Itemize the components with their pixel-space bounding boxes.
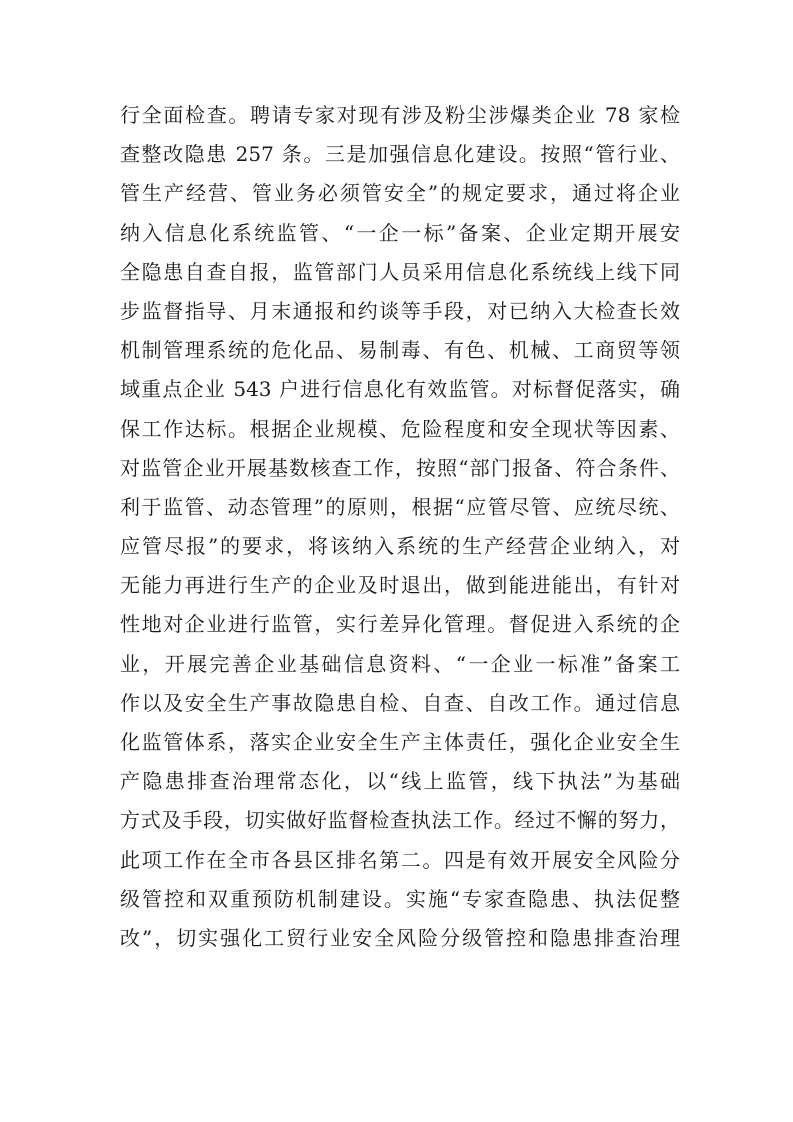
text-line-14: 性地对企业进行监管，实行差异化管理。督促进入系统的企	[120, 612, 680, 637]
text-line-3: 管生产经营、管业务必须管安全”的规定要求，通过将企业	[120, 181, 680, 206]
body-paragraph	[120, 96, 680, 958]
text-line-22: 改”，切实强化工贸行业安全风险分级管控和隐患排查治理	[120, 925, 680, 950]
text-line-12: 应管尽报”的要求，将该纳入系统的生产经营企业纳入，对	[120, 534, 680, 559]
text-line-20: 此项工作在全市各县区排名第二。四是有效开展安全风险分	[120, 847, 680, 872]
text-line-9: 保工作达标。根据企业规模、危险程度和安全现状等因素、	[120, 416, 680, 441]
text-line-17: 化监管体系，落实企业安全生产主体责任，强化企业安全生	[120, 730, 680, 754]
text-line-21: 级管控和双重预防机制建设。实施“专家查隐患、执法促整	[120, 886, 680, 911]
text-line-15: 业，开展完善企业基础信息资料、“一企业一标准”备案工	[120, 651, 680, 676]
text-line-18: 产隐患排查治理常态化，以“线上监管，线下执法”为基础	[120, 769, 680, 794]
text-line-4: 纳入信息化系统监管、“一企一标”备案、企业定期开展安	[120, 220, 680, 245]
text-line-16: 作以及安全生产事故隐患自检、自查、自改工作。通过信息	[120, 690, 680, 715]
text-line-8: 域重点企业 543 户进行信息化有效监管。对标督促落实，确	[120, 377, 680, 402]
text-line-2: 查整改隐患 257 条。三是加强信息化建设。按照“管行业、	[120, 142, 680, 167]
text-line-7: 机制管理系统的危化品、易制毒、有色、机械、工商贸等领	[120, 338, 680, 363]
text-line-6: 步监督指导、月末通报和约谈等手段，对已纳入大检查长效	[120, 298, 680, 323]
text-line-10: 对监管企业开展基数核查工作，按照“部门报备、符合条件、	[120, 455, 680, 480]
text-line-5: 全隐患自查自报，监管部门人员采用信息化系统线上线下同	[120, 259, 680, 284]
text-line-11: 利于监管、动态管理”的原则，根据“应管尽管、应统尽统、	[120, 494, 680, 519]
text-line-1: 行全面检查。聘请专家对现有涉及粉尘涉爆类企业 78 家检	[120, 103, 680, 127]
text-line-19: 方式及手段，切实做好监督检查执法工作。经过不懈的努力，	[120, 808, 680, 833]
text-line-13: 无能力再进行生产的企业及时退出，做到能进能出，有针对	[120, 573, 680, 598]
